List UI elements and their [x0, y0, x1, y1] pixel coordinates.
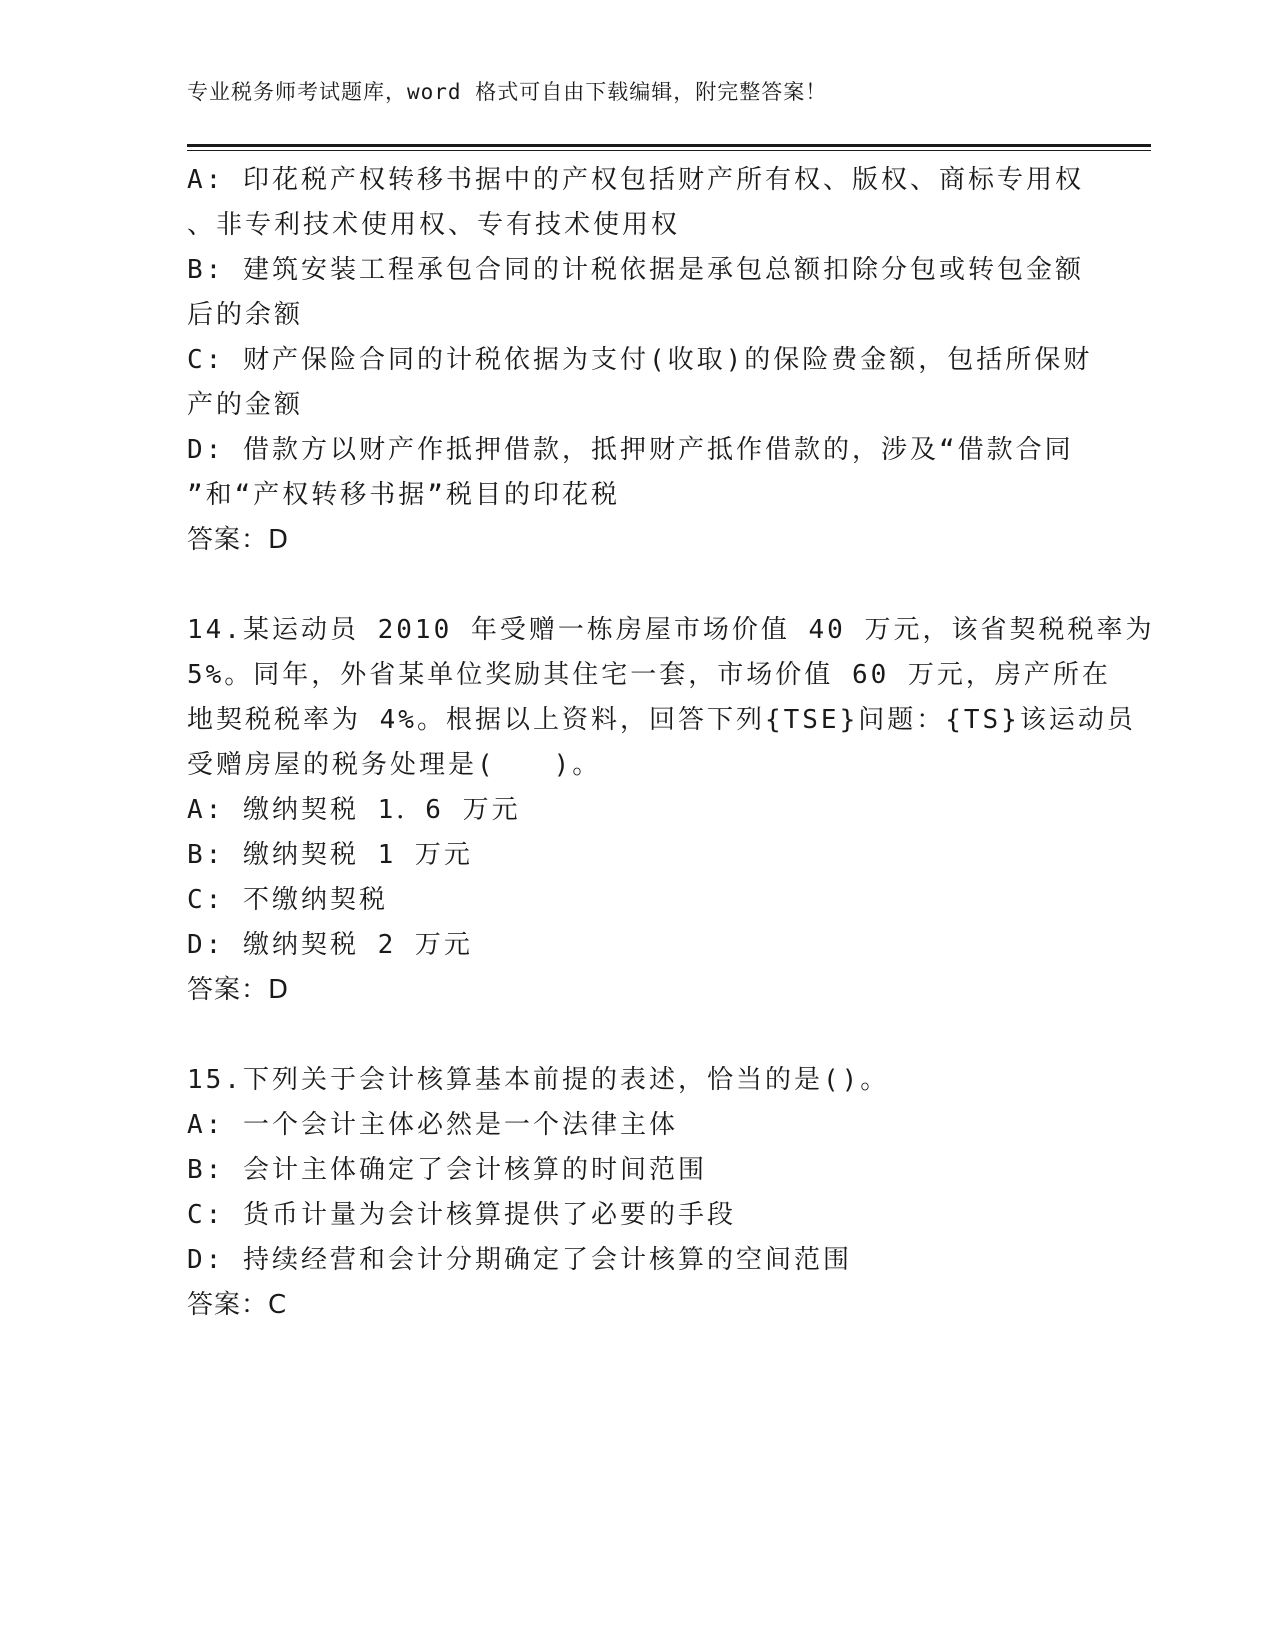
question-spacer	[187, 1013, 1087, 1058]
q13-option-d-line2: ”和“产权转移书据”税目的印花税	[187, 480, 620, 510]
question-spacer	[187, 563, 1087, 608]
q14-option-b: B: 缴纳契税 1 万元	[187, 840, 473, 870]
q14-stem-line1: 14.某运动员 2010 年受赠一栋房屋市场价值 40 万元，该省契税税率为	[187, 615, 1155, 645]
q15-option-a: A: 一个会计主体必然是一个法律主体	[187, 1110, 678, 1140]
header-rule-thick	[187, 144, 1151, 147]
q13-option-a-line1: A: 印花税产权转移书据中的产权包括财产所有权、版权、商标专用权	[187, 165, 1084, 195]
q14-option-c: C: 不缴纳契税	[187, 885, 388, 915]
q14-option-a: A: 缴纳契税 1．6 万元	[187, 795, 521, 825]
q15-option-b: B: 会计主体确定了会计核算的时间范围	[187, 1155, 707, 1185]
q13-option-c-line2: 产的金额	[187, 390, 304, 420]
q13-answer: 答案：D	[187, 525, 290, 555]
q14-stem-line2: 5%。同年，外省某单位奖励其住宅一套，市场价值 60 万元，房产所在	[187, 660, 1111, 690]
q13-option-a-line2: 、非专利技术使用权、专有技术使用权	[187, 210, 681, 240]
page-header: 专业税务师考试题库，word 格式可自由下载编辑，附完整答案！	[187, 80, 828, 104]
q13-option-b-line1: B: 建筑安装工程承包合同的计税依据是承包总额扣除分包或转包金额	[187, 255, 1084, 285]
q15-option-d: D: 持续经营和会计分期确定了会计核算的空间范围	[187, 1245, 852, 1275]
q13-option-d-line1: D: 借款方以财产作抵押借款，抵押财产抵作借款的，涉及“借款合同	[187, 435, 1074, 465]
q14-stem-line4: 受赠房屋的税务处理是( )。	[187, 750, 602, 780]
q13-option-b-line2: 后的余额	[187, 300, 304, 330]
q15-stem: 15.下列关于会计核算基本前提的表述，恰当的是()。	[187, 1065, 890, 1095]
q13-option-c-line1: C: 财产保险合同的计税依据为支付(收取)的保险费金额，包括所保财	[187, 345, 1093, 375]
question-content	[187, 158, 1155, 1328]
q14-stem-line3: 地契税税率为 4%。根据以上资料，回答下列{TSE}问题：{TS}该运动员	[187, 705, 1136, 735]
q14-option-d: D: 缴纳契税 2 万元	[187, 930, 473, 960]
q14-answer: 答案：D	[187, 975, 290, 1005]
q15-answer: 答案：C	[187, 1290, 288, 1320]
header-rule-thin	[187, 150, 1151, 151]
q15-option-c: C: 货币计量为会计核算提供了必要的手段	[187, 1200, 736, 1230]
